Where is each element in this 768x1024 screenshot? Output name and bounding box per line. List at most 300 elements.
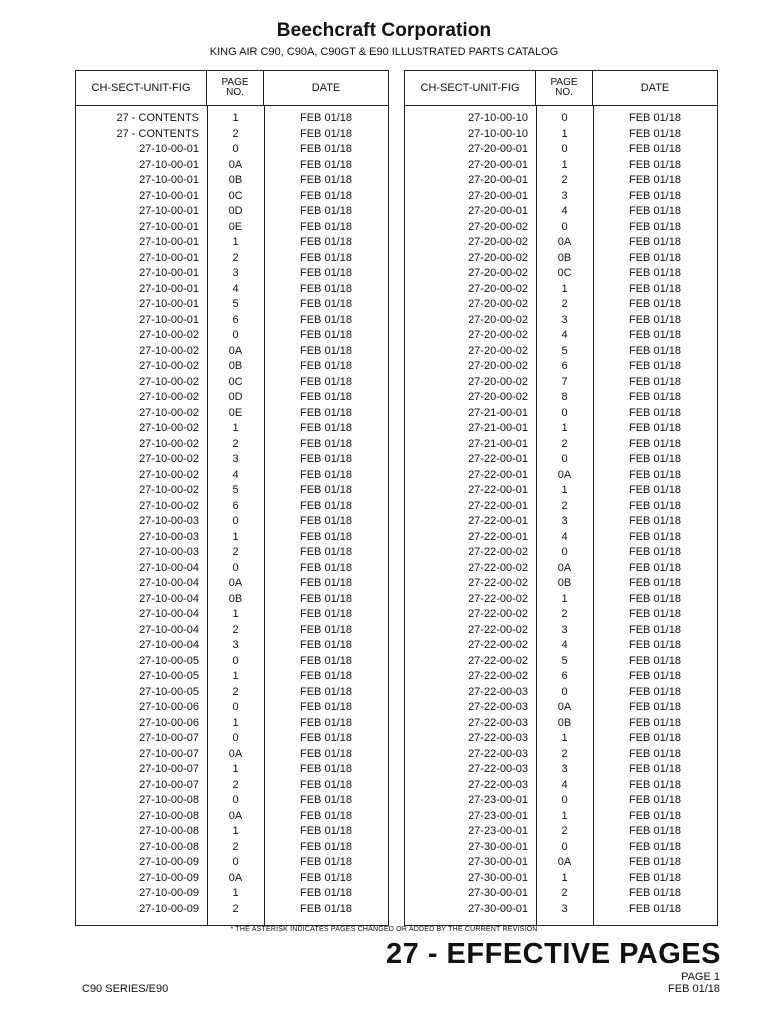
row-ch-sect-unit-fig: 27-20-00-01 <box>468 205 528 217</box>
row-date: FEB 01/18 <box>300 654 352 667</box>
table-row <box>76 220 388 236</box>
row-ch-sect-unit-fig: 27-30-00-01 <box>468 840 528 853</box>
row-date: FEB 01/18 <box>300 329 352 341</box>
row-date: FEB 01/18 <box>629 546 681 558</box>
row-page-no: 4 <box>561 205 568 217</box>
table-row <box>405 173 717 189</box>
row-page-no: 1 <box>232 716 239 729</box>
row-date: FEB 01/18 <box>300 189 352 202</box>
row-date: FEB 01/18 <box>300 561 352 574</box>
row-date: FEB 01/18 <box>300 577 352 589</box>
row-page-no: 0A <box>228 871 243 884</box>
table-row <box>405 824 717 840</box>
row-page-no: 0C <box>557 267 572 279</box>
row-page-no: 3 <box>561 313 568 326</box>
row-date: FEB 01/18 <box>629 716 681 729</box>
row-ch-sect-unit-fig: 27-10-00-08 <box>139 825 199 837</box>
row-date: FEB 01/18 <box>300 484 352 496</box>
table-row <box>405 220 717 236</box>
table-row <box>76 809 388 825</box>
row-ch-sect-unit-fig: 27-10-00-04 <box>139 577 199 589</box>
table-body <box>76 111 388 917</box>
row-ch-sect-unit-fig: 27-10-00-02 <box>139 437 199 450</box>
row-date: FEB 01/18 <box>300 592 352 605</box>
row-date: FEB 01/18 <box>629 856 681 868</box>
section-title: 27 - EFFECTIVE PAGES <box>386 938 721 970</box>
row-date: FEB 01/18 <box>629 313 681 326</box>
table-row <box>405 700 717 716</box>
row-date: FEB 01/18 <box>300 856 352 868</box>
row-ch-sect-unit-fig: 27-10-00-10 <box>468 127 528 140</box>
row-ch-sect-unit-fig: 27-10-00-01 <box>139 174 199 186</box>
row-ch-sect-unit-fig: 27-22-00-02 <box>468 608 528 620</box>
row-ch-sect-unit-fig: 27-22-00-03 <box>468 701 528 713</box>
row-ch-sect-unit-fig: 27-10-00-06 <box>139 716 199 729</box>
row-ch-sect-unit-fig: 27-22-00-02 <box>468 670 528 682</box>
table-row <box>76 142 388 158</box>
table-row <box>76 328 388 344</box>
row-date: FEB 01/18 <box>629 871 681 884</box>
table-row <box>76 452 388 468</box>
row-date: FEB 01/18 <box>629 499 681 512</box>
table-row <box>405 359 717 375</box>
row-ch-sect-unit-fig: 27-22-00-03 <box>468 685 528 698</box>
row-date: FEB 01/18 <box>629 282 681 295</box>
row-date: FEB 01/18 <box>629 685 681 698</box>
table-row <box>76 886 388 902</box>
row-date: FEB 01/18 <box>300 344 352 357</box>
row-page-no: 2 <box>561 298 568 310</box>
table-row <box>76 359 388 375</box>
row-page-no: 1 <box>561 282 568 295</box>
table-row <box>76 406 388 422</box>
row-ch-sect-unit-fig: 27-22-00-02 <box>468 592 528 605</box>
row-date: FEB 01/18 <box>629 375 681 388</box>
row-date: FEB 01/18 <box>629 763 681 775</box>
row-page-no: 0 <box>561 453 568 465</box>
table-row <box>76 545 388 561</box>
row-ch-sect-unit-fig: 27-10-00-09 <box>139 887 199 899</box>
row-date: FEB 01/18 <box>300 220 352 233</box>
row-ch-sect-unit-fig: 27-10-00-01 <box>139 236 199 248</box>
row-ch-sect-unit-fig: 27-10-00-02 <box>139 391 199 403</box>
row-date: FEB 01/18 <box>300 546 352 558</box>
row-date: FEB 01/18 <box>300 267 352 279</box>
row-ch-sect-unit-fig: 27-20-00-02 <box>468 391 528 403</box>
column-header-date: DATE <box>311 82 341 94</box>
row-ch-sect-unit-fig: 27-20-00-02 <box>468 313 528 326</box>
row-page-no: 2 <box>561 608 568 620</box>
table-row <box>405 204 717 220</box>
table-row <box>76 871 388 887</box>
row-date: FEB 01/18 <box>300 871 352 884</box>
row-date: FEB 01/18 <box>300 840 352 853</box>
row-page-no: 0A <box>228 158 243 171</box>
row-ch-sect-unit-fig: 27-10-00-03 <box>139 546 199 558</box>
row-ch-sect-unit-fig: 27-22-00-03 <box>468 778 528 791</box>
row-page-no: 0A <box>228 577 243 589</box>
row-date: FEB 01/18 <box>300 732 352 744</box>
table-row <box>405 142 717 158</box>
row-ch-sect-unit-fig: 27-10-00-02 <box>139 360 199 372</box>
row-page-no: 8 <box>561 391 568 403</box>
row-date: FEB 01/18 <box>300 623 352 636</box>
series-label: C90 SERIES/E90 <box>82 983 169 995</box>
table-row <box>405 158 717 174</box>
row-date: FEB 01/18 <box>629 422 681 434</box>
row-date: FEB 01/18 <box>300 515 352 527</box>
effective-pages-table-left <box>75 70 389 926</box>
row-date: FEB 01/18 <box>300 887 352 899</box>
row-date: FEB 01/18 <box>629 561 681 574</box>
row-date: FEB 01/18 <box>300 143 352 155</box>
row-date: FEB 01/18 <box>629 732 681 744</box>
row-page-no: 0 <box>232 515 239 527</box>
row-ch-sect-unit-fig: 27-10-00-07 <box>139 763 199 775</box>
table-row <box>76 623 388 639</box>
row-page-no: 2 <box>561 747 568 760</box>
row-date: FEB 01/18 <box>629 825 681 837</box>
row-date: FEB 01/18 <box>629 778 681 791</box>
row-page-no: 0 <box>561 840 568 853</box>
row-ch-sect-unit-fig: 27-22-00-03 <box>468 732 528 744</box>
row-ch-sect-unit-fig: 27-10-00-02 <box>139 453 199 465</box>
row-ch-sect-unit-fig: 27-10-00-03 <box>139 515 199 527</box>
row-ch-sect-unit-fig: 27-20-00-01 <box>468 143 528 155</box>
row-page-no: 2 <box>232 127 239 140</box>
row-date: FEB 01/18 <box>300 685 352 698</box>
row-date: FEB 01/18 <box>629 577 681 589</box>
table-row <box>76 685 388 701</box>
table-body <box>405 111 717 917</box>
table-row <box>405 390 717 406</box>
row-date: FEB 01/18 <box>300 158 352 171</box>
table-row <box>76 654 388 670</box>
row-page-no: 0A <box>557 856 572 868</box>
page-date: FEB 01/18 <box>668 983 720 995</box>
row-ch-sect-unit-fig: 27-20-00-02 <box>468 236 528 248</box>
row-date: FEB 01/18 <box>300 313 352 326</box>
row-ch-sect-unit-fig: 27-22-00-01 <box>468 468 528 481</box>
row-page-no: 4 <box>561 639 568 651</box>
row-page-no: 2 <box>232 778 239 791</box>
row-date: FEB 01/18 <box>629 670 681 682</box>
row-ch-sect-unit-fig: 27-22-00-01 <box>468 515 528 527</box>
table-row <box>405 282 717 298</box>
table-row <box>76 530 388 546</box>
table-row <box>405 871 717 887</box>
table-row <box>76 747 388 763</box>
row-page-no: 0E <box>228 406 243 419</box>
row-page-no: 0B <box>228 174 243 186</box>
table-row <box>405 669 717 685</box>
row-page-no: 0B <box>228 360 243 372</box>
row-date: FEB 01/18 <box>629 174 681 186</box>
row-page-no: 1 <box>232 112 239 124</box>
table-row <box>76 824 388 840</box>
table-row <box>405 716 717 732</box>
row-ch-sect-unit-fig: 27-10-00-04 <box>139 561 199 574</box>
row-date: FEB 01/18 <box>300 251 352 264</box>
row-ch-sect-unit-fig: 27-10-00-01 <box>139 282 199 295</box>
row-ch-sect-unit-fig: 27-22-00-02 <box>468 561 528 574</box>
row-ch-sect-unit-fig: 27-10-00-02 <box>139 329 199 341</box>
row-ch-sect-unit-fig: 27-10-00-06 <box>139 701 199 713</box>
row-ch-sect-unit-fig: 27-10-00-05 <box>139 654 199 667</box>
row-ch-sect-unit-fig: 27-21-00-01 <box>468 406 528 419</box>
row-page-no: 0A <box>557 236 572 248</box>
row-ch-sect-unit-fig: 27-10-00-10 <box>468 112 528 124</box>
row-ch-sect-unit-fig: 27-10-00-02 <box>139 406 199 419</box>
column-header-ch-sect-unit-fig: CH-SECT-UNIT-FIG <box>405 71 536 105</box>
row-ch-sect-unit-fig: 27-22-00-03 <box>468 716 528 729</box>
row-page-no: 5 <box>561 344 568 357</box>
row-page-no: 1 <box>561 158 568 171</box>
row-page-no: 3 <box>232 267 239 279</box>
table-row <box>76 251 388 267</box>
row-ch-sect-unit-fig: 27-10-00-07 <box>139 778 199 791</box>
row-ch-sect-unit-fig: 27-10-00-02 <box>139 484 199 496</box>
row-date: FEB 01/18 <box>629 437 681 450</box>
table-row <box>76 483 388 499</box>
row-page-no: 0B <box>228 592 243 605</box>
table-row <box>405 809 717 825</box>
row-page-no: 6 <box>232 313 239 326</box>
row-page-no: 0A <box>557 701 572 713</box>
row-date: FEB 01/18 <box>629 701 681 713</box>
row-date: FEB 01/18 <box>629 840 681 853</box>
table-row <box>76 282 388 298</box>
table-row <box>405 111 717 127</box>
table-row <box>76 716 388 732</box>
row-ch-sect-unit-fig: 27-10-00-01 <box>139 220 199 233</box>
row-date: FEB 01/18 <box>629 468 681 481</box>
row-ch-sect-unit-fig: 27-22-00-02 <box>468 639 528 651</box>
row-ch-sect-unit-fig: 27-10-00-01 <box>139 189 199 202</box>
row-page-no: 1 <box>232 825 239 837</box>
table-row <box>76 127 388 143</box>
table-row <box>76 607 388 623</box>
row-page-no: 0 <box>232 561 239 574</box>
row-ch-sect-unit-fig: 27-22-00-01 <box>468 499 528 512</box>
row-ch-sect-unit-fig: 27-22-00-01 <box>468 453 528 465</box>
row-ch-sect-unit-fig: 27-21-00-01 <box>468 422 528 434</box>
row-date: FEB 01/18 <box>629 608 681 620</box>
row-page-no: 0 <box>561 406 568 419</box>
row-date: FEB 01/18 <box>629 251 681 264</box>
table-row <box>405 344 717 360</box>
row-page-no: 0 <box>232 794 239 806</box>
row-page-no: 2 <box>232 685 239 698</box>
table-row <box>76 576 388 592</box>
row-ch-sect-unit-fig: 27-10-00-09 <box>139 856 199 868</box>
row-ch-sect-unit-fig: 27-22-00-01 <box>468 484 528 496</box>
row-ch-sect-unit-fig: 27-10-00-02 <box>139 422 199 434</box>
row-ch-sect-unit-fig: 27-30-00-01 <box>468 887 528 899</box>
row-date: FEB 01/18 <box>300 794 352 806</box>
table-row <box>405 297 717 313</box>
row-ch-sect-unit-fig: 27-20-00-01 <box>468 189 528 202</box>
row-ch-sect-unit-fig: 27-10-00-01 <box>139 298 199 310</box>
row-page-no: 2 <box>232 437 239 450</box>
row-page-no: 0B <box>557 716 572 729</box>
row-ch-sect-unit-fig: 27-10-00-04 <box>139 608 199 620</box>
row-ch-sect-unit-fig: 27-10-00-02 <box>139 344 199 357</box>
row-ch-sect-unit-fig: 27-23-00-01 <box>468 794 528 806</box>
row-ch-sect-unit-fig: 27-10-00-08 <box>139 840 199 853</box>
table-row <box>405 638 717 654</box>
row-ch-sect-unit-fig: 27 - CONTENTS <box>116 127 199 140</box>
row-ch-sect-unit-fig: 27 - CONTENTS <box>116 112 199 124</box>
row-ch-sect-unit-fig: 27-20-00-02 <box>468 329 528 341</box>
table-row <box>76 638 388 654</box>
row-page-no: 4 <box>561 778 568 791</box>
row-ch-sect-unit-fig: 27-22-00-02 <box>468 546 528 558</box>
row-date: FEB 01/18 <box>300 174 352 186</box>
row-date: FEB 01/18 <box>629 515 681 527</box>
table-row <box>405 762 717 778</box>
row-ch-sect-unit-fig: 27-20-00-02 <box>468 267 528 279</box>
row-date: FEB 01/18 <box>629 158 681 171</box>
row-date: FEB 01/18 <box>300 763 352 775</box>
table-row <box>405 251 717 267</box>
row-page-no: 2 <box>232 251 239 264</box>
row-page-no: 0D <box>228 391 243 403</box>
table-row <box>76 499 388 515</box>
row-ch-sect-unit-fig: 27-22-00-01 <box>468 530 528 543</box>
row-page-no: 2 <box>561 499 568 512</box>
column-header-page-no: PAGE NO. <box>536 71 593 105</box>
table-row <box>405 778 717 794</box>
row-page-no: 2 <box>561 437 568 450</box>
row-page-no: 0C <box>228 189 243 202</box>
column-header-date: DATE <box>640 82 670 94</box>
row-date: FEB 01/18 <box>300 608 352 620</box>
table-row <box>76 468 388 484</box>
row-ch-sect-unit-fig: 27-20-00-02 <box>468 282 528 295</box>
row-date: FEB 01/18 <box>629 453 681 465</box>
row-page-no: 1 <box>232 236 239 248</box>
row-ch-sect-unit-fig: 27-30-00-01 <box>468 856 528 868</box>
row-page-no: 7 <box>561 375 568 388</box>
row-page-no: 0B <box>557 577 572 589</box>
row-date: FEB 01/18 <box>300 778 352 791</box>
row-page-no: 1 <box>232 608 239 620</box>
row-date: FEB 01/18 <box>629 794 681 806</box>
table-row <box>405 127 717 143</box>
row-page-no: 0 <box>561 112 568 124</box>
table-row <box>76 297 388 313</box>
table-row <box>405 607 717 623</box>
table-row <box>405 530 717 546</box>
row-ch-sect-unit-fig: 27-20-00-01 <box>468 158 528 171</box>
row-ch-sect-unit-fig: 27-22-00-03 <box>468 747 528 760</box>
table-row <box>405 902 717 918</box>
row-date: FEB 01/18 <box>629 639 681 651</box>
row-page-no: 1 <box>561 732 568 744</box>
table-row <box>405 421 717 437</box>
table-row <box>76 669 388 685</box>
row-page-no: 0D <box>228 205 243 217</box>
row-date: FEB 01/18 <box>300 499 352 512</box>
row-date: FEB 01/18 <box>300 747 352 760</box>
table-row <box>76 204 388 220</box>
row-page-no: 0A <box>228 747 243 760</box>
row-ch-sect-unit-fig: 27-10-00-01 <box>139 143 199 155</box>
row-page-no: 0 <box>232 654 239 667</box>
row-page-no: 1 <box>232 887 239 899</box>
row-ch-sect-unit-fig: 27-10-00-01 <box>139 158 199 171</box>
row-page-no: 1 <box>561 592 568 605</box>
table-row <box>405 468 717 484</box>
row-date: FEB 01/18 <box>300 902 352 915</box>
column-header-ch-sect-unit-fig: CH-SECT-UNIT-FIG <box>76 71 207 105</box>
row-ch-sect-unit-fig: 27-10-00-09 <box>139 902 199 915</box>
row-page-no: 2 <box>232 902 239 915</box>
row-page-no: 2 <box>232 840 239 853</box>
row-ch-sect-unit-fig: 27-21-00-01 <box>468 437 528 450</box>
table-row <box>405 747 717 763</box>
table-header <box>405 71 717 106</box>
row-ch-sect-unit-fig: 27-10-00-07 <box>139 747 199 760</box>
row-page-no: 0 <box>561 220 568 233</box>
row-date: FEB 01/18 <box>300 391 352 403</box>
row-page-no: 0 <box>232 856 239 868</box>
table-row <box>405 375 717 391</box>
row-ch-sect-unit-fig: 27-10-00-09 <box>139 871 199 884</box>
table-row <box>76 390 388 406</box>
row-ch-sect-unit-fig: 27-10-00-01 <box>139 251 199 264</box>
row-date: FEB 01/18 <box>629 391 681 403</box>
row-page-no: 1 <box>561 871 568 884</box>
row-ch-sect-unit-fig: 27-30-00-01 <box>468 902 528 915</box>
row-page-no: 0B <box>557 251 572 264</box>
row-page-no: 0A <box>557 561 572 574</box>
row-date: FEB 01/18 <box>300 825 352 837</box>
row-date: FEB 01/18 <box>629 887 681 899</box>
row-date: FEB 01/18 <box>300 236 352 248</box>
row-ch-sect-unit-fig: 27-10-00-04 <box>139 639 199 651</box>
row-page-no: 1 <box>561 127 568 140</box>
row-ch-sect-unit-fig: 27-10-00-03 <box>139 530 199 543</box>
row-ch-sect-unit-fig: 27-30-00-01 <box>468 871 528 884</box>
row-date: FEB 01/18 <box>629 298 681 310</box>
row-date: FEB 01/18 <box>300 716 352 729</box>
row-date: FEB 01/18 <box>300 282 352 295</box>
row-ch-sect-unit-fig: 27-20-00-02 <box>468 360 528 372</box>
table-row <box>405 623 717 639</box>
table-row <box>405 576 717 592</box>
page-number: PAGE 1 <box>681 971 720 983</box>
row-date: FEB 01/18 <box>629 654 681 667</box>
row-ch-sect-unit-fig: 27-20-00-02 <box>468 375 528 388</box>
table-row <box>76 189 388 205</box>
table-row <box>405 189 717 205</box>
row-date: FEB 01/18 <box>300 298 352 310</box>
row-ch-sect-unit-fig: 27-20-00-02 <box>468 251 528 264</box>
table-row <box>76 437 388 453</box>
row-date: FEB 01/18 <box>629 236 681 248</box>
table-row <box>76 592 388 608</box>
row-date: FEB 01/18 <box>629 267 681 279</box>
row-date: FEB 01/18 <box>300 375 352 388</box>
row-page-no: 0E <box>228 220 243 233</box>
table-row <box>76 421 388 437</box>
row-page-no: 0 <box>561 794 568 806</box>
row-date: FEB 01/18 <box>300 360 352 372</box>
row-page-no: 0 <box>232 143 239 155</box>
row-page-no: 1 <box>232 763 239 775</box>
